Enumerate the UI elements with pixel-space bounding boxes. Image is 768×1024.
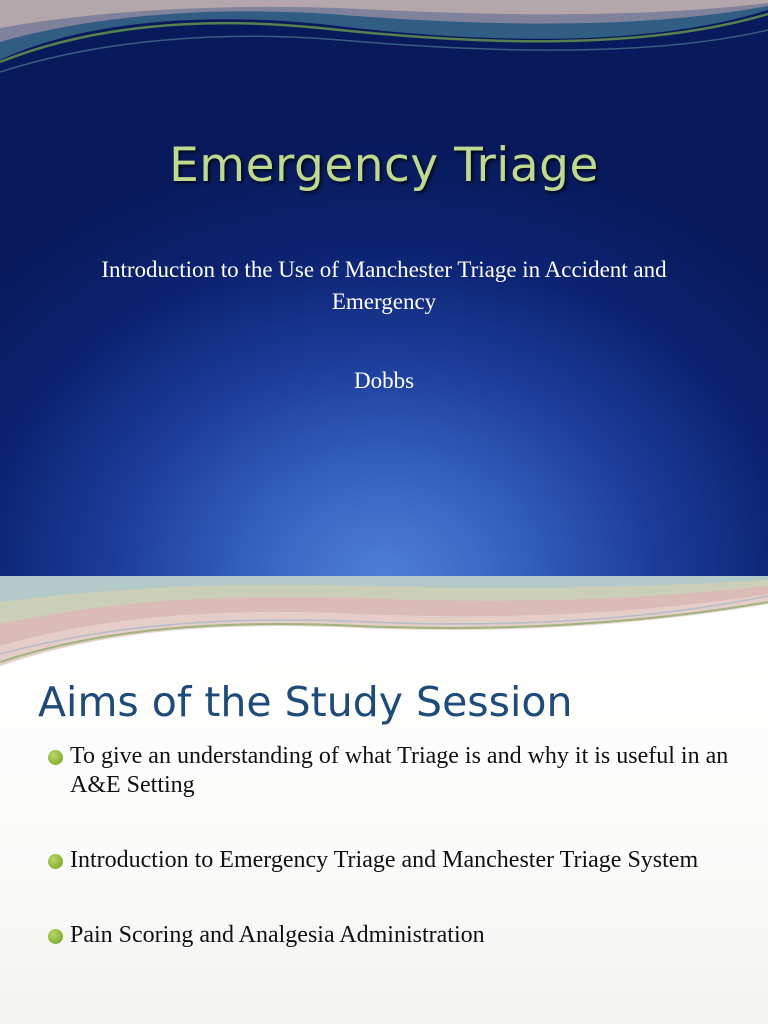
slide-author: Dobbs bbox=[353, 368, 415, 393]
bullet-text: Introduction to Emergency Triage and Manchester Triage System bbox=[70, 847, 699, 873]
decorative-waves bbox=[0, 0, 768, 90]
slide-heading: Aims of the Study Session bbox=[38, 678, 573, 726]
list-item bbox=[48, 846, 738, 875]
bullet-text: Pain Scoring and Analgesia Administration bbox=[70, 922, 485, 948]
slide-title: Emergency Triage bbox=[169, 138, 599, 193]
list-item bbox=[48, 742, 738, 800]
bullet-dot-icon bbox=[48, 929, 63, 944]
aims-slide bbox=[0, 576, 768, 1024]
decorative-waves bbox=[0, 576, 768, 671]
bullet-text: To give an understanding of what Triage is and why it is useful in an A&E Setting bbox=[70, 743, 729, 798]
aims-bullet-list bbox=[48, 742, 738, 950]
bullet-dot-icon bbox=[48, 750, 63, 765]
slide-subtitle: Introduction to the Use of Manchester Triage in Accident and Emergency bbox=[101, 257, 667, 314]
bullet-dot-icon bbox=[48, 854, 63, 869]
list-item bbox=[48, 921, 738, 950]
